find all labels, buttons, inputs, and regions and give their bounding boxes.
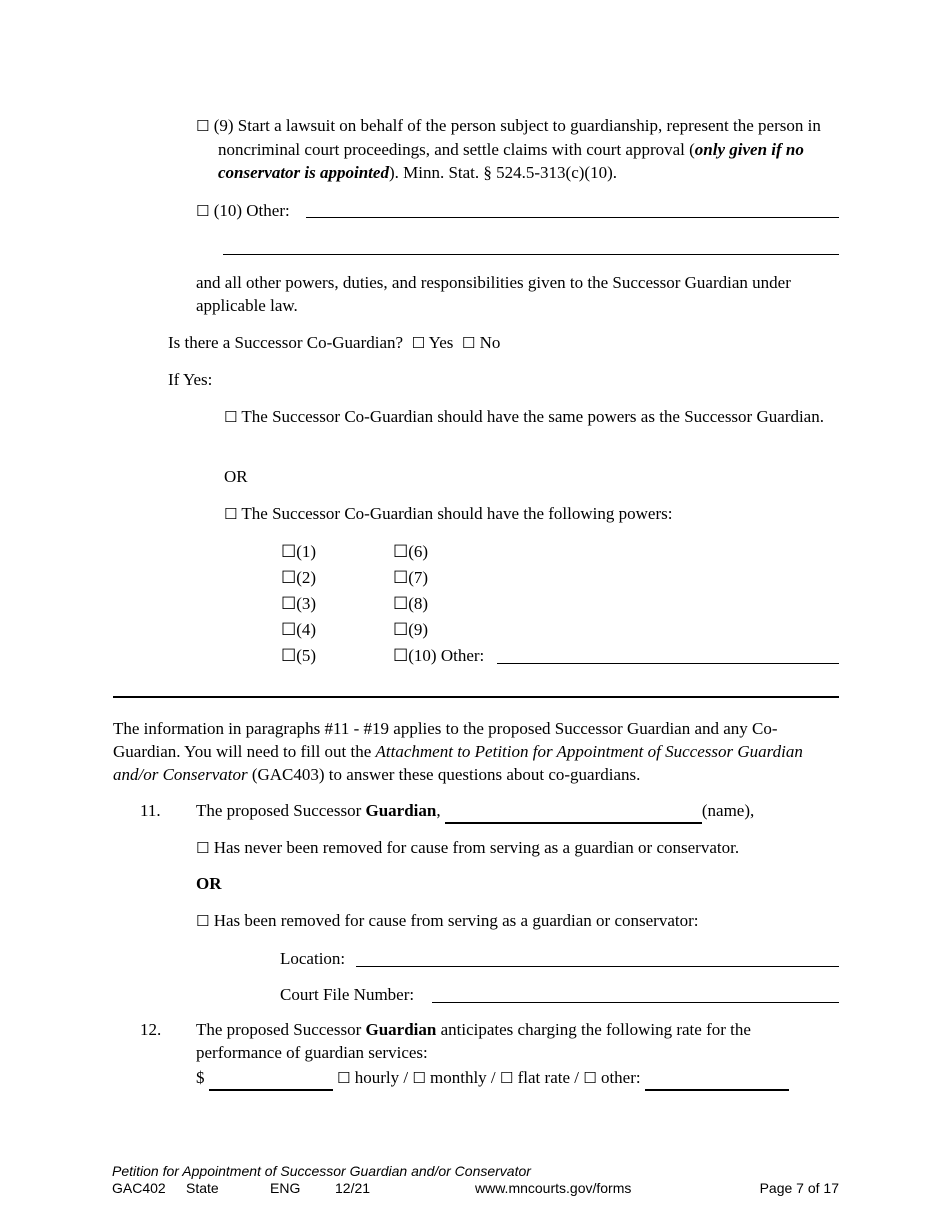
court-file-input-line[interactable] xyxy=(432,1002,839,1003)
co-power-other-line[interactable] xyxy=(497,663,839,664)
co-guardian-no-label: No xyxy=(479,333,501,352)
footer-language: ENG xyxy=(270,1180,301,1196)
co-guardian-or: OR xyxy=(224,467,248,486)
co-powers-right-column xyxy=(393,540,484,670)
item-12-number: 12. xyxy=(140,1020,162,1039)
power-10-label: (10) Other: xyxy=(213,201,290,220)
hourly-label: hourly / xyxy=(354,1068,409,1087)
court-file-label: Court File Number: xyxy=(280,985,415,1004)
never-removed-option xyxy=(196,836,739,860)
intro-paragraph xyxy=(113,717,839,786)
power-10-checkbox[interactable]: ☐ xyxy=(196,202,210,220)
footer-url[interactable]: www.mncourts.gov/forms xyxy=(475,1180,632,1196)
monthly-label: monthly / xyxy=(430,1068,496,1087)
item-11-heading xyxy=(196,799,754,824)
co-power-option-6[interactable]: ☐(6) xyxy=(393,542,429,561)
removed-checkbox[interactable]: ☐ xyxy=(196,912,210,930)
co-power-option-3[interactable]: ☐(3) xyxy=(281,594,317,613)
item-12-text-block xyxy=(196,1018,836,1064)
co-power-option-9[interactable]: ☐(9) xyxy=(393,620,429,639)
co-power-option-2[interactable]: ☐(2) xyxy=(281,568,317,587)
co-guardian-question-text: Is there a Successor Co-Guardian? xyxy=(168,333,404,352)
co-powers-left-column xyxy=(281,540,316,670)
item-12-text-end: anticipates charging the following rate for the performance of guardian services: xyxy=(196,1020,751,1062)
flat-rate-checkbox[interactable]: ☐ xyxy=(499,1069,514,1087)
co-guardian-no-checkbox[interactable]: ☐ xyxy=(461,334,476,352)
power-10-other-line[interactable] xyxy=(306,217,839,218)
co-guardian-question xyxy=(168,331,500,355)
if-yes-label: If Yes: xyxy=(168,370,213,389)
powers-closing-text: and all other powers, duties, and responsibilities given to the Successor Guardian under applicable law. xyxy=(196,273,791,315)
item-11-text: The proposed Successor xyxy=(196,801,366,820)
co-power-option-5[interactable]: ☐(5) xyxy=(281,646,317,665)
item-11-or xyxy=(196,872,222,895)
power-item-9 xyxy=(196,114,858,184)
monthly-checkbox[interactable]: ☐ xyxy=(412,1069,426,1087)
rate-amount-field[interactable] xyxy=(209,1066,333,1091)
other-rate-label: other: xyxy=(600,1068,641,1087)
location-label: Location: xyxy=(280,949,346,968)
item-11-number: 11. xyxy=(140,801,161,820)
item-11-name-suffix: (name), xyxy=(701,801,755,820)
never-removed-checkbox[interactable]: ☐ xyxy=(196,839,210,857)
co-power-option-8[interactable]: ☐(8) xyxy=(393,594,429,613)
item-11-or-text: OR xyxy=(196,874,222,893)
item-11-guardian: Guardian xyxy=(365,801,437,820)
hourly-checkbox[interactable]: ☐ xyxy=(337,1069,351,1087)
other-rate-field[interactable] xyxy=(645,1066,789,1091)
item-12-guardian: Guardian xyxy=(365,1020,437,1039)
power-9-checkbox[interactable]: ☐ xyxy=(196,117,210,135)
section-divider xyxy=(113,696,839,698)
item-11-comma: , xyxy=(436,801,445,820)
intro-attachment-title: Attachment to Petition for Appointment of Successor Guardian and/or Conservator xyxy=(113,742,803,784)
rate-row xyxy=(196,1066,789,1091)
co-guardian-yes-label: Yes xyxy=(428,333,454,352)
co-guardian-yes-checkbox[interactable]: ☐ xyxy=(411,334,426,352)
flat-rate-label: flat rate / xyxy=(517,1068,579,1087)
co-power-option-10[interactable]: ☐(10) Other: xyxy=(393,646,485,665)
intro-text-end: (GAC403) to answer these questions about co-guardians. xyxy=(247,765,641,784)
following-powers-text: The Successor Co-Guardian should have the following powers: xyxy=(241,504,673,523)
footer-title: Petition for Appointment of Successor Guardian and/or Conservator xyxy=(112,1163,531,1179)
never-removed-text: Has never been removed for cause from serving as a guardian or conservator. xyxy=(213,838,740,857)
footer-form-id: GAC402 xyxy=(112,1180,166,1196)
same-powers-text: The Successor Co-Guardian should have the same powers as the Successor Guardian. xyxy=(241,407,824,426)
co-power-option-1[interactable]: ☐(1) xyxy=(281,542,317,561)
dollar-sign: $ xyxy=(196,1068,205,1087)
item-12-text: The proposed Successor xyxy=(196,1020,366,1039)
removed-option xyxy=(196,909,699,933)
following-powers-checkbox[interactable]: ☐ xyxy=(224,505,238,523)
same-powers-checkbox[interactable]: ☐ xyxy=(224,408,238,426)
other-rate-checkbox[interactable]: ☐ xyxy=(583,1069,597,1087)
power-9-emphasis: only given if no conservator is appointed xyxy=(218,140,804,182)
footer-revision: 12/21 xyxy=(335,1180,371,1196)
power-9-statute: ). Minn. Stat. § 524.5-313(c)(10). xyxy=(388,163,618,182)
item-11-name-field[interactable] xyxy=(445,799,702,824)
co-power-option-7[interactable]: ☐(7) xyxy=(393,568,429,587)
footer-jurisdiction: State xyxy=(186,1180,219,1196)
removed-text: Has been removed for cause from serving as a guardian or conservator: xyxy=(213,911,699,930)
intro-text: The information in paragraphs #11 - #19 applies to the proposed Successor Guardian and any Co-Guardian. You will need to fill out the xyxy=(113,719,778,761)
following-powers-option xyxy=(224,502,672,526)
power-10-other-line-2[interactable] xyxy=(223,254,839,255)
same-powers-option xyxy=(224,405,824,429)
co-power-option-4[interactable]: ☐(4) xyxy=(281,620,317,639)
footer-page-number: Page 7 of 17 xyxy=(759,1180,839,1196)
location-input-line[interactable] xyxy=(356,966,839,967)
power-9-text: (9) Start a lawsuit on behalf of the person subject to guardianship, represent the person in noncriminal court proceedings, and settle claims with court approval ( xyxy=(213,116,821,159)
power-item-10 xyxy=(196,199,290,223)
